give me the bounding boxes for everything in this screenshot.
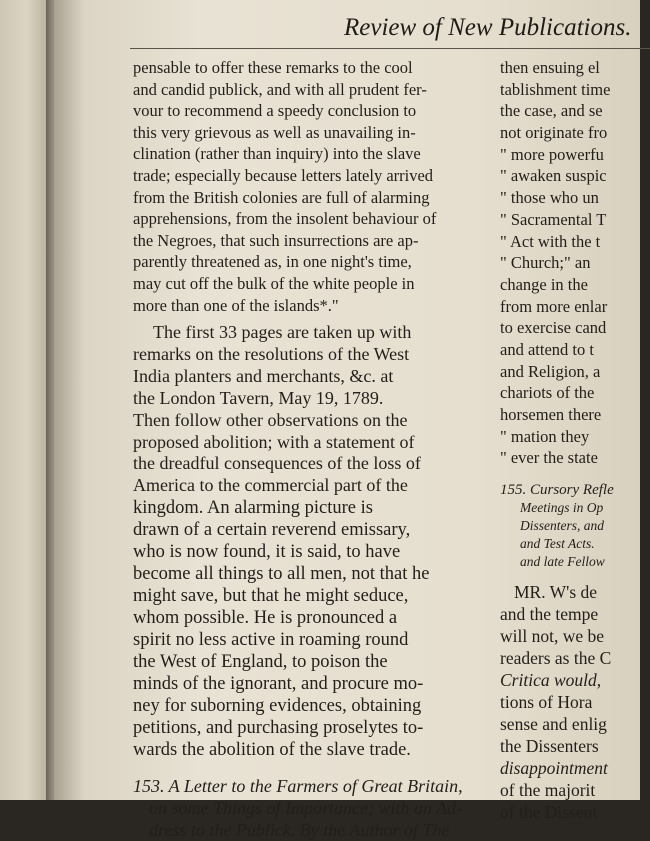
document-page <box>54 0 640 841</box>
text-line: 153. A Letter to the Farmers of Great Britain, <box>133 776 463 797</box>
text-line: of the Dissent <box>500 802 598 823</box>
text-line: Meetings in Op <box>520 500 604 516</box>
header-rule <box>130 48 650 49</box>
text-line: horsemen there <box>500 405 602 424</box>
text-line: " Sacramental T <box>500 209 607 229</box>
text-line: become all things to all men, not that he <box>133 564 430 585</box>
text-line: and Religion, a <box>500 361 601 381</box>
text-line: trade; especially because letters lately arrived <box>133 165 434 185</box>
text-line: this very grievous as well as unavailing in- <box>133 122 416 142</box>
text-line: pensable to offer these remarks to the cool <box>133 58 413 77</box>
text-line: drawn of a certain reverend emissary, <box>133 520 411 541</box>
text-line: ney for suborning evidences, obtaining <box>133 696 422 717</box>
facing-page-edge <box>0 0 48 800</box>
text-line: change in the <box>500 274 588 294</box>
text-line: Then follow other observations on the <box>133 409 408 430</box>
text-line: to exercise cand <box>500 318 607 338</box>
text-line: from the British colonies are full of alarming <box>133 187 430 207</box>
text-line: tions of Hora <box>500 692 593 713</box>
text-line: " Church;" an <box>500 253 591 273</box>
text-line: America to the commercial part of the <box>133 475 408 496</box>
text-line: The first 33 pages are taken up with <box>153 322 412 343</box>
text-line: kingdom. An alarming picture is <box>133 498 373 519</box>
text-line: the London Tavern, May 19, 1789. <box>133 387 384 408</box>
text-line: and candid publick, and with all prudent fer- <box>133 79 427 99</box>
text-line: wards the abolition of the slave trade. <box>133 740 411 761</box>
text-line: tablishment time <box>500 79 611 99</box>
text-line: then ensuing el <box>500 58 600 77</box>
text-line: " more powerfu <box>500 144 604 164</box>
text-line: parently threatened as, in one night's time, <box>133 252 412 272</box>
text-line: readers as the C <box>500 648 612 669</box>
text-line: " mation they <box>500 426 590 446</box>
text-line: spirit no less active in roaming round <box>133 630 409 651</box>
text-line: will not, we be <box>500 626 605 647</box>
text-line: might save, but that he might seduce, <box>133 586 409 607</box>
text-line: of the majorit <box>500 780 596 801</box>
text-line: clination (rather than inquiry) into the slave <box>133 144 421 164</box>
text-line: the case, and se <box>500 101 603 121</box>
text-line: whom possible. He is pronounced a <box>133 608 398 629</box>
text-line: disappointment <box>500 758 608 779</box>
entry-155 <box>500 481 650 571</box>
text-line: " those who un <box>500 188 599 208</box>
text-line: remarks on the resolutions of the West <box>133 344 410 365</box>
entry-153 <box>133 775 493 841</box>
text-line: minds of the ignorant, and procure mo- <box>133 674 424 695</box>
text-line: more than one of the islands*." <box>133 295 339 315</box>
text-line: Dissenters, and <box>520 518 604 534</box>
right-text-block <box>500 57 650 469</box>
paragraph-opening <box>133 57 493 316</box>
text-line: on some Things of Importance; with an Ad- <box>149 798 463 819</box>
text-line: " ever the state <box>500 448 598 468</box>
text-line: India planters and merchants, &c. at <box>133 365 394 386</box>
text-line: MR. W's de <box>514 582 598 603</box>
text-line: " Act with the t <box>500 231 601 251</box>
text-line: and late Fellow <box>520 554 605 570</box>
text-line: dress to the Publick. By the Author of The <box>149 820 450 841</box>
text-line: the Negroes, that such insurrections are ap- <box>133 230 419 250</box>
text-line: may cut off the bulk of the white people in <box>133 273 415 293</box>
right-column <box>500 57 650 823</box>
text-line: sense and enlig <box>500 714 607 735</box>
text-line: petitions, and purchasing proselytes to- <box>133 718 424 739</box>
right-text-block-2 <box>500 581 650 823</box>
text-line: the dreadful consequences of the loss of <box>133 453 421 474</box>
text-line: Critica would, <box>500 670 602 691</box>
text-line: apprehensions, from the insolent behaviour of <box>133 209 437 229</box>
text-line: the Dissenters <box>500 736 599 757</box>
text-line: and the tempe <box>500 604 599 625</box>
running-head: Review of New Publications. <box>344 14 632 41</box>
text-line: from more enlar <box>500 296 608 316</box>
text-line: and attend to t <box>500 339 594 359</box>
text-line: who is now found, it is said, to have <box>133 542 401 563</box>
text-line: vour to recommend a speedy conclusion to <box>133 101 417 121</box>
text-line: not originate fro <box>500 123 608 143</box>
text-line: proposed abolition; with a statement of <box>133 431 415 452</box>
text-line: 155. Cursory Refle <box>500 482 614 499</box>
text-line: chariots of the <box>500 383 595 403</box>
text-line: " awaken suspic <box>500 166 607 186</box>
paragraph-first-33-pages <box>133 322 493 761</box>
text-line: and Test Acts. <box>520 536 595 552</box>
text-line: the West of England, to poison the <box>133 652 388 673</box>
left-column <box>133 57 493 841</box>
